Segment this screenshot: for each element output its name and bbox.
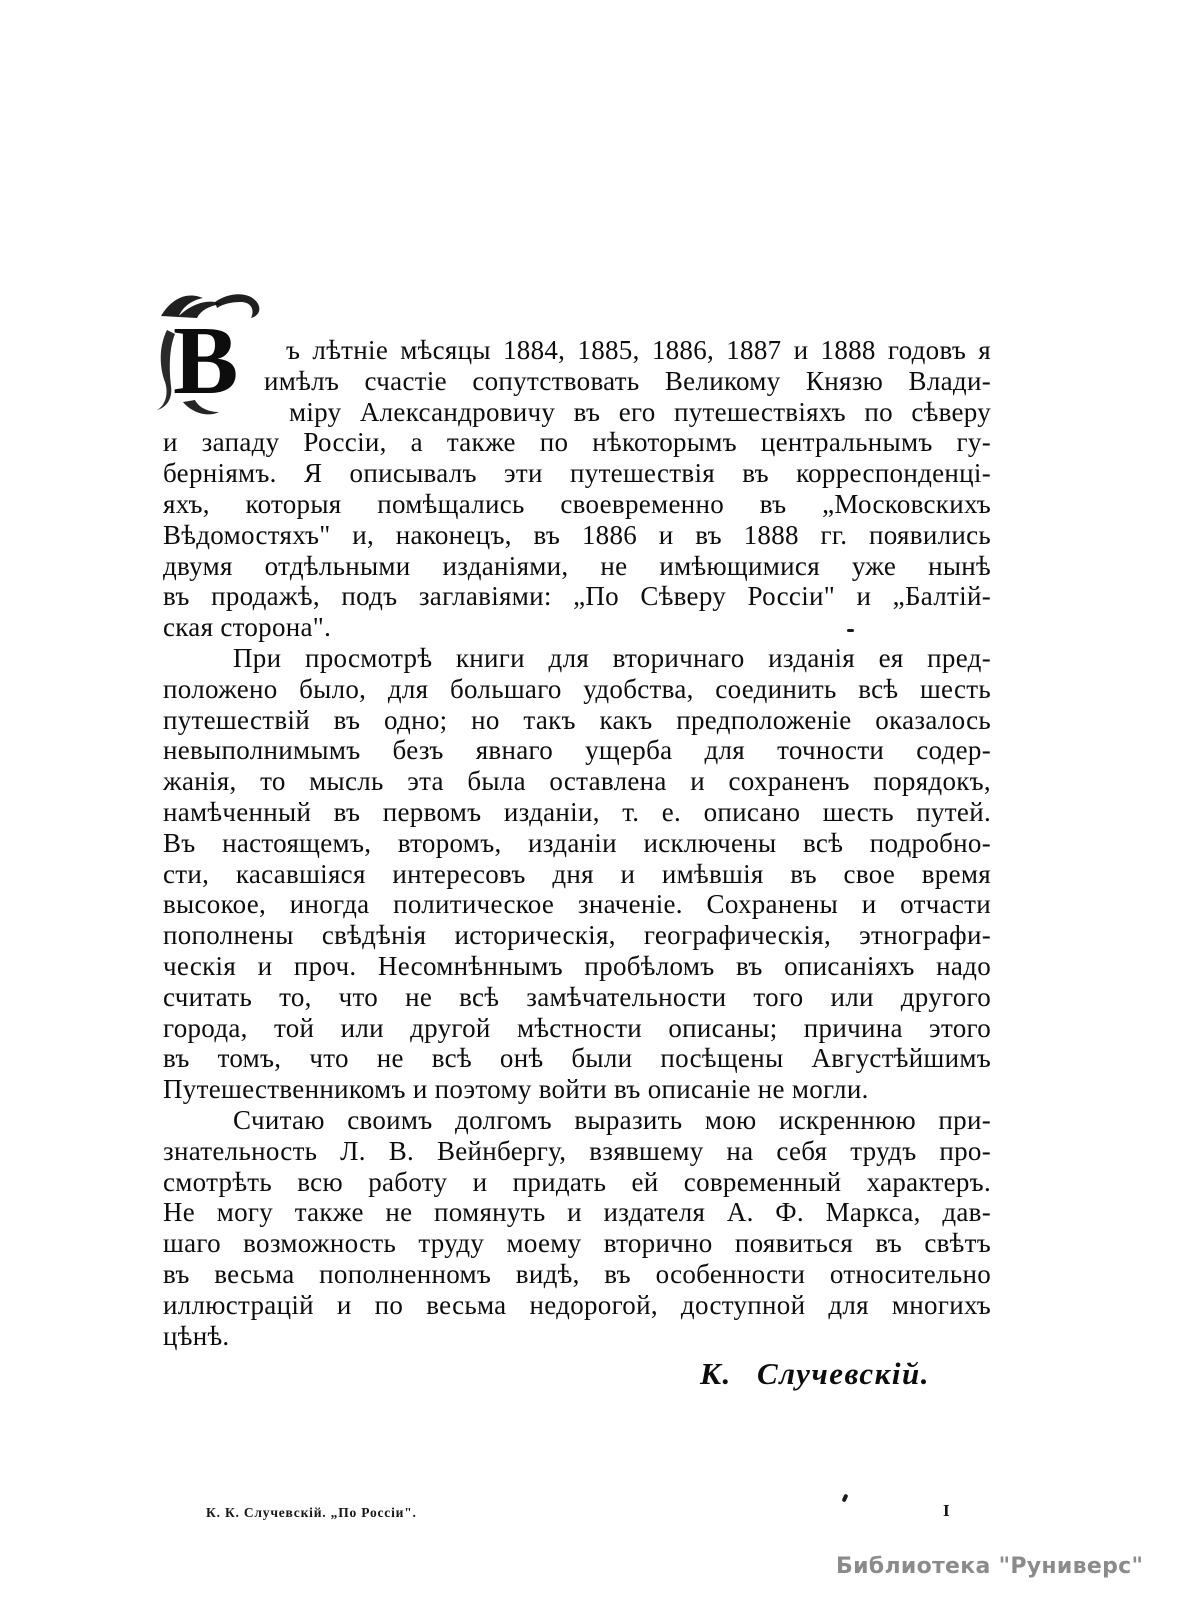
text-line: Вѣдомостяхъ" и, наконецъ, въ 1886 и въ 1888 гг. появились	[163, 519, 991, 550]
text-line: сти, касавшіяся интересовъ дня и имѣвшія въ свое время	[163, 858, 991, 889]
text-line: Не могу также не помянуть и издателя А. Ф. Маркса, дав-	[163, 1197, 991, 1228]
text-line: ъ лѣтніе мѣсяцы 1884, 1885, 1886, 1887 и 1888 годовъ я	[286, 335, 991, 365]
text-line: пополнены свѣдѣнія историческія, географическія, этнографи-	[163, 920, 991, 951]
text-line: путешествій въ одно; но такъ какъ предположеніе оказалось	[163, 704, 991, 735]
text-line: намѣченный въ первомъ изданіи, т. е. описано шесть путей.	[163, 796, 991, 827]
text-line: При просмотрѣ книги для вторичнаго изданія ея пред-	[233, 642, 991, 673]
ink-speck	[842, 1494, 849, 1503]
text-line: положено было, для большаго удобства, соединить всѣ шесть	[163, 673, 991, 704]
text-line: знательность Л. В. Вейнбергу, взявшему на себя трудъ про-	[163, 1135, 991, 1166]
text-line: смотрѣть всю работу и придать ей современный характеръ.	[163, 1166, 991, 1197]
text-line: жанія, то мысль эта была оставлена и сохраненъ порядокъ,	[163, 766, 991, 797]
text-line: считать то, что не всѣ замѣчательности того или другого	[163, 981, 991, 1012]
text-line: ческія и проч. Несомнѣннымъ пробѣломъ въ описаніяхъ надо	[163, 950, 991, 981]
text-block	[163, 335, 991, 1351]
text-line: въ весьма пополненномъ видѣ, въ особенности относительно	[163, 1258, 991, 1289]
text-line: Въ настоящемъ, второмъ, изданіи исключены всѣ подробно-	[163, 827, 991, 858]
author-signature: К. Случевскій.	[699, 1356, 930, 1391]
text-line: ская сторона".	[163, 612, 332, 643]
dropcap-letter: В	[173, 307, 239, 415]
page-number: I	[943, 1501, 950, 1520]
text-line: высокое, иногда политическое значеніе. Сохранены и отчасти	[163, 889, 991, 920]
text-line: и западу Россіи, а также по нѣкоторымъ центральнымъ гу-	[163, 427, 991, 458]
text-line: въ продажѣ, подъ заглавіями: „По Сѣверу Россіи" и „Балтій-	[163, 581, 991, 612]
text-line: города, той или другой мѣстности описаны; причина этого	[163, 1012, 991, 1043]
text-line: имѣлъ счастіе сопутствовать Великому Князю Влади-	[264, 365, 991, 396]
text-line: міру Александровичу въ его путешествіяхъ по сѣверу	[289, 396, 991, 427]
library-watermark: Библиотека "Руниверс"	[836, 1554, 1144, 1579]
ink-speck	[847, 629, 854, 632]
text-line: яхъ, которыя помѣщались своевременно въ „Московскихъ	[163, 488, 991, 519]
footer-running-title: К. К. Случевскій. „По Россіи".	[206, 1505, 417, 1520]
text-line: Считаю своимъ долгомъ выразить мою искреннюю при-	[233, 1104, 991, 1135]
text-line: цѣнѣ.	[163, 1320, 230, 1351]
text-line: Путешественникомъ и поэтому войти въ описаніе не могли.	[163, 1074, 869, 1105]
text-line: шаго возможность труду моему вторично появиться въ свѣтъ	[163, 1228, 991, 1259]
text-line: иллюстрацій и по весьма недорогой, доступной для многихъ	[163, 1289, 991, 1320]
text-line: двумя отдѣльными изданіями, не имѣющимися уже нынѣ	[163, 550, 991, 581]
text-line: невыполнимымъ безъ явнаго ущерба для точности содер-	[163, 735, 991, 766]
text-line: въ томъ, что не всѣ онѣ были посѣщены Августѣйшимъ	[163, 1043, 991, 1074]
text-line: берніямъ. Я описывалъ эти путешествія въ корреспонденці-	[163, 458, 991, 489]
